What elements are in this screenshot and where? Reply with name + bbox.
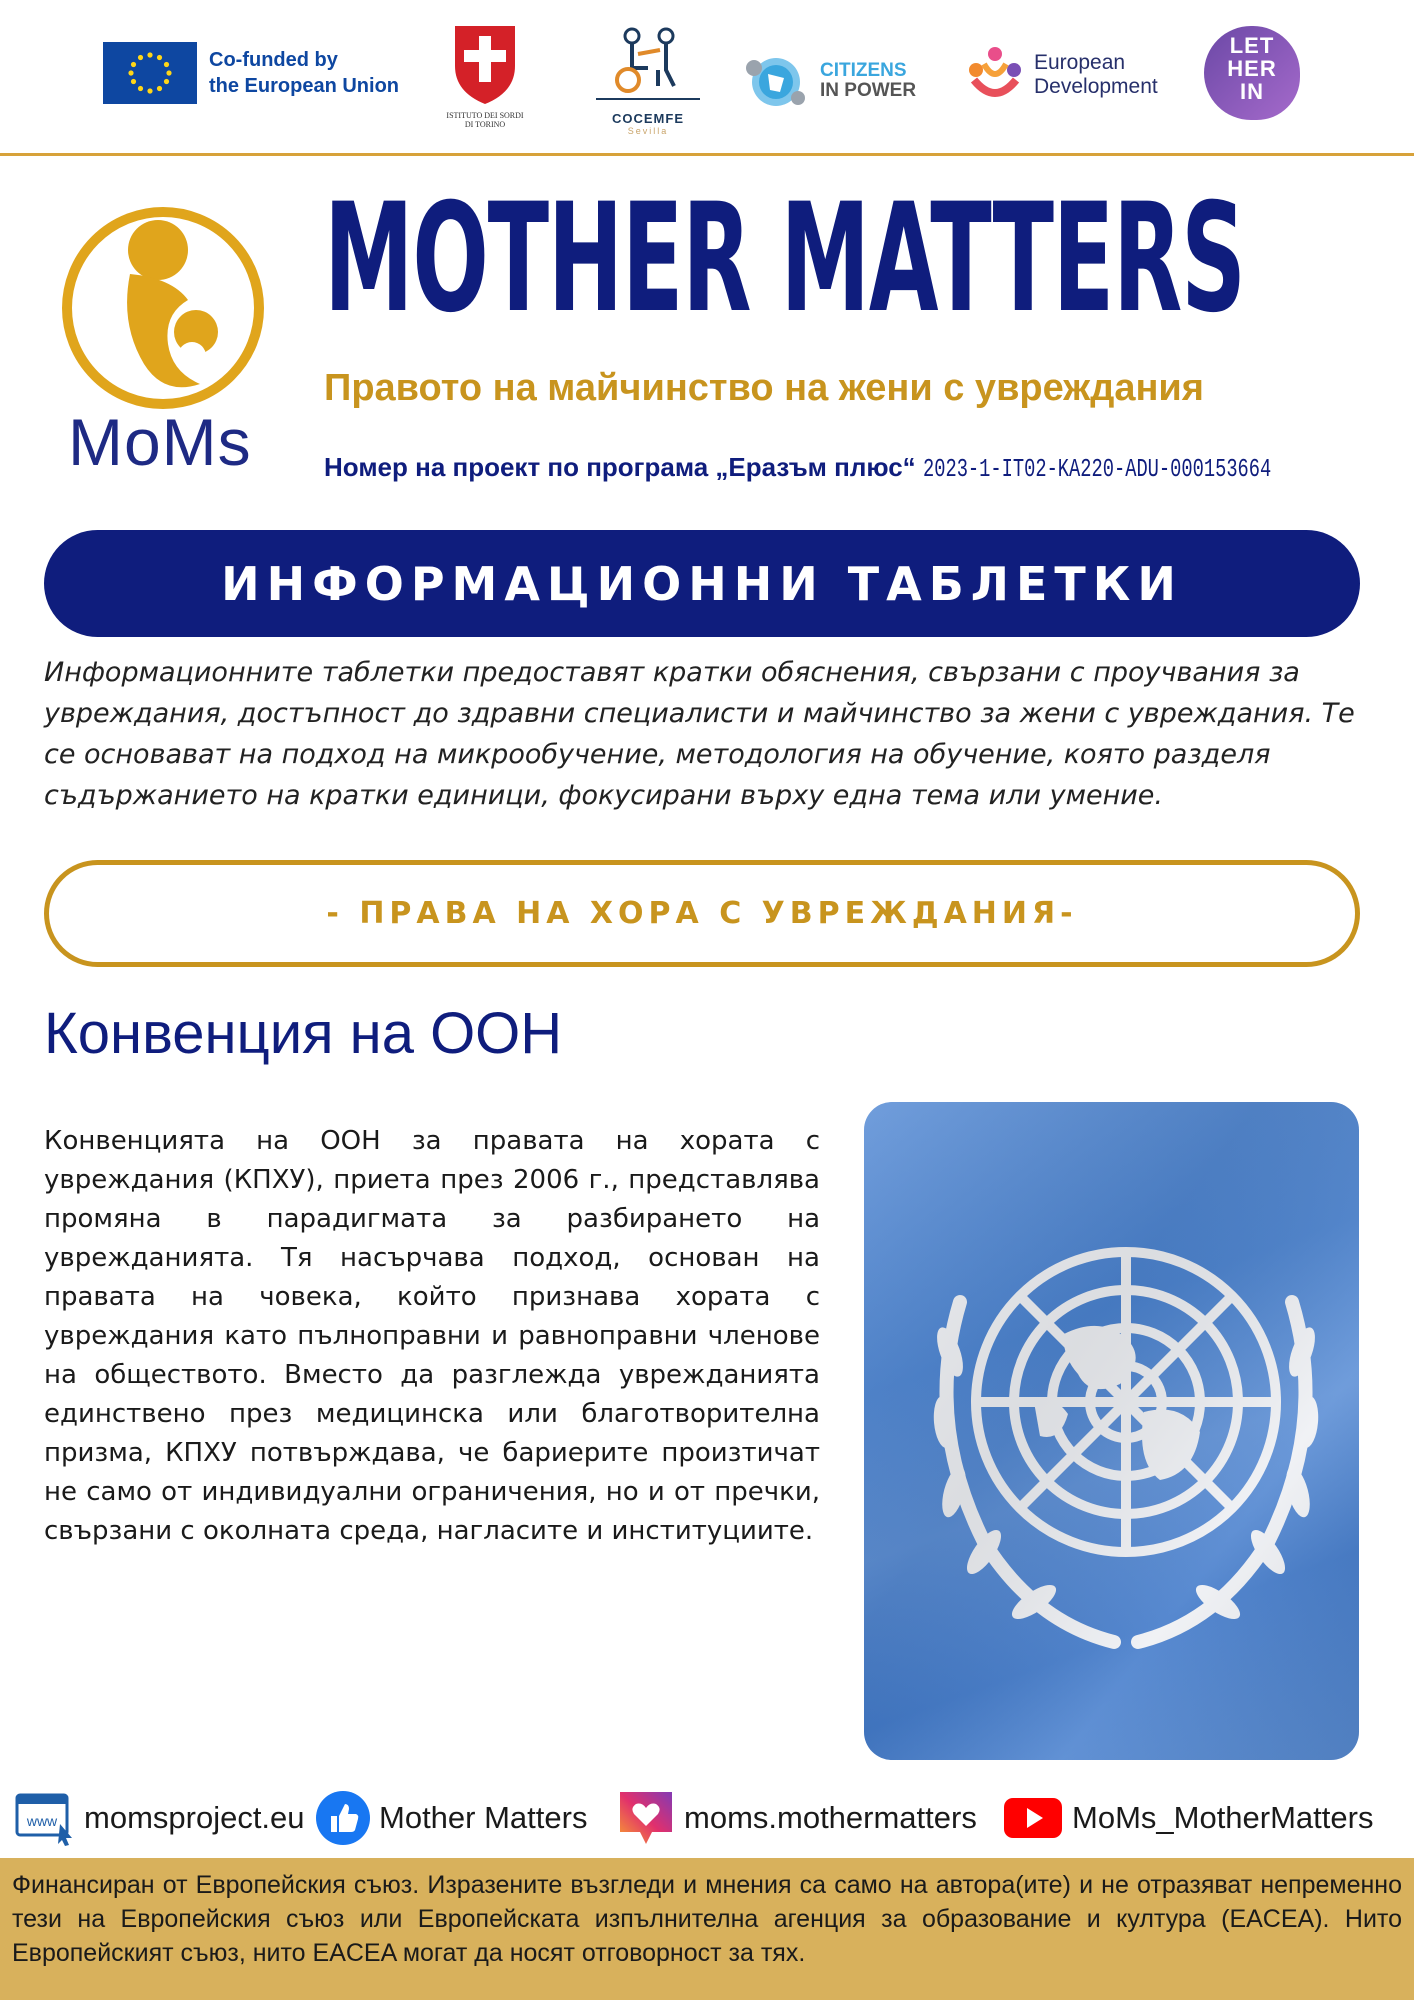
page-subtitle: Правото на майчинство на жени с увреждания <box>324 367 1204 409</box>
cocemfe-logo <box>592 24 704 136</box>
page-title: MOTHER MATTERS <box>324 172 1245 346</box>
mother-child-icon <box>60 204 270 414</box>
eudev-text-line2: Development <box>1034 75 1158 98</box>
istituto-sordi-torino-logo <box>440 22 530 129</box>
cocemfe-city: Sevilla <box>627 126 669 136</box>
eu-cofunded-logo <box>103 42 399 104</box>
section-heading: Конвенция на ООН <box>44 1001 563 1066</box>
torino-caption-line2: DI TORINO <box>464 120 506 129</box>
project-number <box>324 452 1407 484</box>
citizens-text-line2: IN POWER <box>820 80 917 101</box>
youtube-play-icon <box>1002 1790 1064 1846</box>
topic-banner <box>44 860 1360 967</box>
website-icon <box>14 1790 76 1846</box>
let-her-in-logo <box>1204 26 1300 120</box>
cocemfe-figures-icon <box>592 24 704 104</box>
torino-caption-line1: ISTITUTO DEI SORDI <box>446 111 524 120</box>
letherin-line1: LET <box>1229 33 1275 58</box>
info-tablets-banner-text: ИНФОРМАЦИОННИ ТАБЛЕТКИ <box>221 556 1183 611</box>
header-divider <box>0 153 1414 156</box>
moms-logo <box>60 204 270 484</box>
citizens-in-power-logo <box>742 48 916 114</box>
letherin-line2: HER <box>1227 56 1277 81</box>
citizens-globe-icon <box>742 48 814 114</box>
torino-shield-icon <box>452 22 518 106</box>
eu-text-line2: the European Union <box>209 75 399 97</box>
website-link[interactable] <box>14 1790 305 1846</box>
website-icon-text: www <box>26 1813 58 1829</box>
facebook-link[interactable] <box>315 1790 587 1846</box>
european-development-people-icon <box>964 44 1026 106</box>
facebook-label: Mother Matters <box>379 1800 588 1835</box>
instagram-heart-icon <box>616 1790 676 1846</box>
project-number-label: Номер на проект по програма „Еразъм плюс“ <box>324 452 916 482</box>
topic-banner-text: - ПРАВА НА ХОРА С УВРЕЖДАНИЯ- <box>326 896 1078 931</box>
website-label: momsproject.eu <box>84 1800 305 1835</box>
instagram-label: moms.mothermatters <box>684 1800 977 1835</box>
project-number-code: 2023-1-IT02-KA220-ADU-000153664 <box>922 454 1272 484</box>
eu-flag-icon <box>103 42 197 104</box>
eu-disclaimer <box>0 1858 1414 2000</box>
intro-paragraph: Информационните таблетки предоставят кратки обяснения, свързани с проучвания за увреждания, достъпност до здравни специалисти и майчинство за жени с увреждания. Те се основават на подход на микрообучение, методология на обучение, която разделя съдържанието на кратки единици, фокусирани върху една тема или умение. <box>44 657 1355 811</box>
citizens-text-line1: CITIZENS <box>820 60 907 81</box>
un-emblem-icon <box>864 1102 1359 1760</box>
un-flag-image <box>864 1102 1359 1760</box>
european-development-logo <box>964 44 1158 106</box>
cocemfe-name: COCEMFE <box>612 111 684 126</box>
social-links <box>0 1790 1414 1846</box>
article-body: Конвенцията на ООН за правата на хората с увреждания (КПХУ), приета през 2006 г., представлява промяна в парадигмата за разбирането на уврежданията. Тя насърчава подход, основан на правата на човека, който признава хората с увреждания като пълноправни и равноправни членове на обществото. Вместо да разглежда уврежданията единствено през медицинска или благотворителна призма, КПХУ потвърждава, че бариерите произтичат не само от индивидуални ограничения, но и от пречки, свързани с околната среда, нагласите и институциите. <box>44 1126 820 1546</box>
moms-logo-word: MoMs <box>68 405 252 479</box>
letherin-line3: IN <box>1240 79 1264 104</box>
instagram-link[interactable] <box>616 1790 977 1846</box>
eu-disclaimer-text: Финансиран от Европейския съюз. Изразените възгледи и мнения са само на автора(ите) и не отразяват непременно тези на Европейския съюз или Европейската изпълнителна агенция за образование и култура (EACEA). Нито Европейският съюз, нито EACEA могат да носят отговорност за тях. <box>12 1871 1402 1967</box>
info-tablets-banner <box>44 530 1360 637</box>
youtube-label: MoMs_MotherMatters <box>1072 1800 1374 1835</box>
eu-text-line1: Co-funded by <box>209 49 338 71</box>
youtube-link[interactable] <box>1002 1790 1373 1846</box>
eudev-text-line1: European <box>1034 51 1126 74</box>
facebook-like-icon <box>315 1790 371 1846</box>
partner-logos <box>0 0 1414 156</box>
